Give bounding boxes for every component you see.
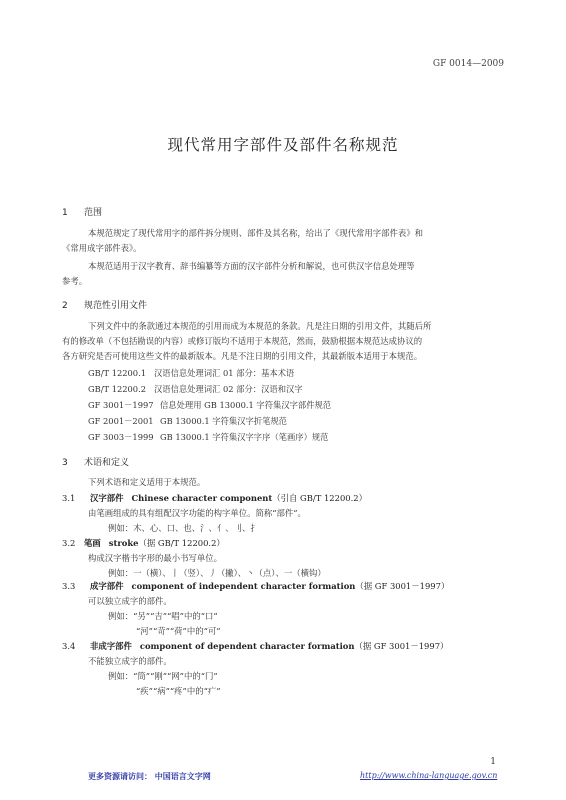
term-number: 3.2	[62, 538, 76, 548]
footer-resource-text: 更多资源请访问： 中国语言文字网	[88, 771, 211, 781]
term-example: 例如：“另”“吉”“唱”中的“口”	[108, 611, 218, 621]
term-zh: 笔画	[84, 538, 101, 548]
reference-title: 信息处理用 GB 13000.1 字符集汉字部件规范	[160, 400, 332, 410]
term-3-4-heading	[62, 640, 448, 652]
term-example: 例如：“筒”“刚”“网”中的“冂”	[108, 671, 218, 681]
reference-item	[88, 383, 303, 395]
paragraph-line: 各方研究是否可使用这些文件的最新版本。凡是不注日期的引用文件，其最新版本适用于本规范。	[62, 351, 423, 361]
term-en: Chinese character component	[131, 493, 273, 503]
section-2-heading	[62, 298, 147, 311]
reference-item	[88, 431, 328, 443]
term-definition: 由笔画组成的具有组配汉字功能的构字单位。简称“部件”。	[88, 508, 306, 518]
reference-item	[88, 415, 287, 427]
term-number: 3.4	[62, 641, 76, 651]
term-3-1-heading	[62, 492, 367, 504]
section-title: 范围	[84, 208, 103, 218]
term-en: component of dependent character formation	[139, 641, 355, 651]
reference-title: 汉语信息处理词汇 02 部分：汉语和汉字	[154, 384, 303, 394]
term-number: 3.1	[62, 493, 76, 503]
reference-code: GF 3003－1999	[88, 432, 154, 442]
term-zh: 汉字部件	[90, 493, 124, 503]
footer-website-link[interactable]: http://www.china-language.gov.cn	[360, 771, 498, 780]
paragraph-line: 下列术语和定义适用于本规范。	[88, 477, 206, 487]
section-number: 3	[62, 458, 68, 468]
paragraph-line: 《常用成字部件表》。	[62, 243, 142, 253]
term-3-3-heading	[62, 580, 449, 592]
section-title: 规范性引用文件	[84, 301, 148, 311]
term-source: （据 GB/T 12200.2）	[138, 538, 225, 548]
section-3-heading	[62, 455, 129, 468]
term-en: component of independent character formation	[131, 581, 356, 591]
section-title: 术语和定义	[84, 458, 130, 468]
paragraph-line: 本规范规定了现代常用字的部件拆分规则、部件及其名称，给出了《现代常用字部件表》和	[88, 228, 423, 238]
reference-title: 汉语信息处理词汇 01 部分：基本术语	[154, 368, 295, 378]
term-zh: 成字部件	[90, 581, 124, 591]
paragraph-line: 有的修改单（不包括勘误的内容）或修订版均不适用于本规范，然而，鼓励根据本规范达成协议的	[62, 336, 423, 346]
term-example: “河”“苛”“荷”中的“可”	[136, 626, 221, 636]
section-1-heading	[62, 205, 102, 218]
reference-code: GF 3001－1997	[88, 400, 154, 410]
term-definition: 不能独立成字的部件。	[88, 656, 172, 666]
term-source: （引自 GB/T 12200.2）	[272, 493, 367, 503]
term-definition: 可以独立成字的部件。	[88, 596, 172, 606]
term-example: 例如：一（横）、丨（竖）、丿（撇）、丶（点）、一（横钩）	[108, 568, 326, 578]
term-source: （据 GF 3001－1997）	[354, 641, 449, 651]
term-zh: 非成字部件	[90, 641, 132, 651]
term-example: 例如：木、心、口、也、氵、亻、刂、扌	[108, 523, 259, 533]
paragraph-line: 本规范适用于汉字教育、辞书编纂等方面的汉字部件分析和解说，也可供汉字信息处理等	[88, 261, 415, 271]
reference-item	[88, 367, 294, 379]
reference-title: GB 13000.1 字符集汉字折笔规范	[160, 416, 287, 426]
term-number: 3.3	[62, 581, 76, 591]
reference-item	[88, 399, 331, 411]
section-number: 1	[62, 208, 68, 218]
reference-code: GB/T 12200.2	[88, 384, 147, 394]
paragraph-line: 下列文件中的条款通过本规范的引用而成为本规范的条款。凡是注日期的引用文件，其随后所	[88, 321, 432, 331]
page-title: 现代常用字部件及部件名称规范	[167, 136, 399, 154]
reference-code: GF 2001－2001	[88, 416, 154, 426]
term-source: （据 GF 3001－1997）	[355, 581, 450, 591]
term-3-2-heading	[62, 537, 225, 549]
reference-code: GB/T 12200.1	[88, 368, 147, 378]
document-code: GF 0014—2009	[432, 59, 504, 69]
paragraph-line: 参考。	[62, 276, 88, 286]
section-number: 2	[62, 301, 68, 311]
term-definition: 构成汉字楷书字形的最小书写单位。	[88, 553, 222, 563]
page-number: 1	[490, 757, 496, 767]
term-example: “疾”“病”“疼”中的“疒”	[136, 686, 221, 696]
term-en: stroke	[108, 538, 139, 548]
reference-title: GB 13000.1 字符集汉字字序（笔画序）规范	[160, 432, 329, 442]
